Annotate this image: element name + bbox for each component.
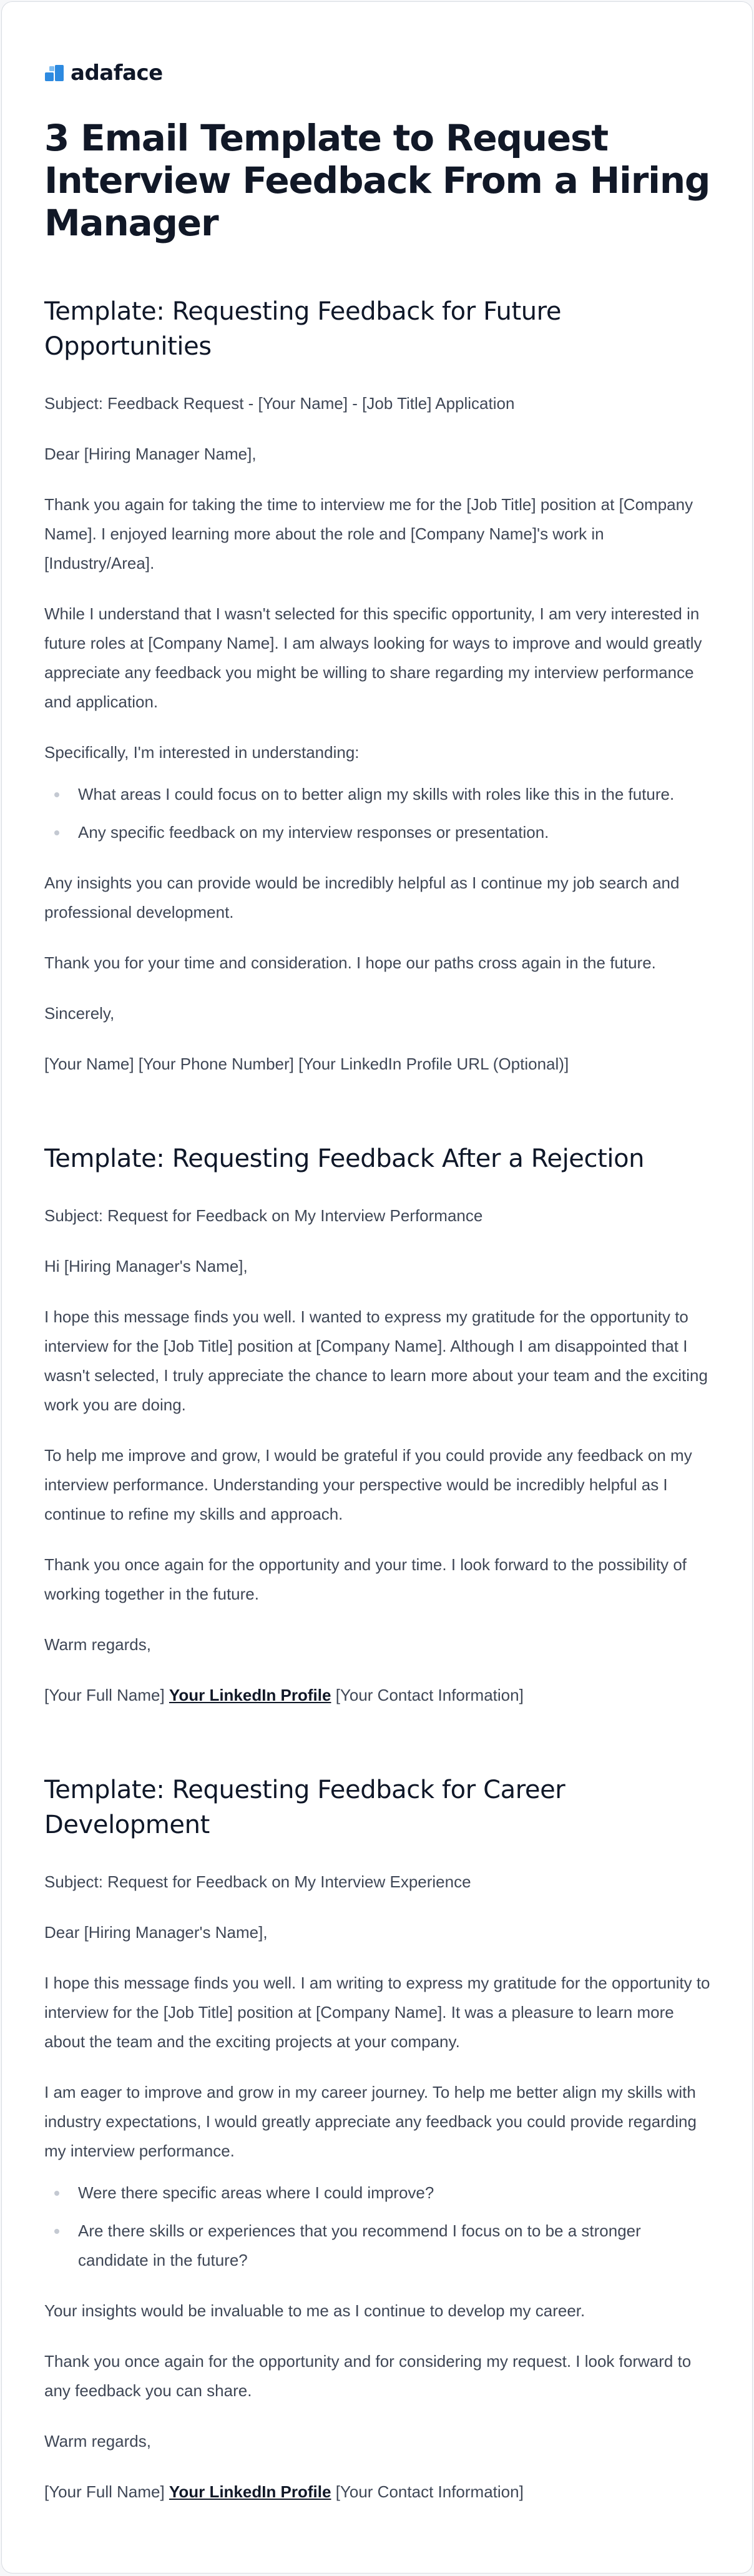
linkedin-profile-link[interactable]: Your LinkedIn Profile	[169, 2482, 331, 2501]
email-paragraph: Your insights would be invaluable to me as I continue to develop my career.	[44, 2301, 585, 2320]
bullet-list	[44, 2178, 713, 2275]
email-paragraph: Any insights you can provide would be incredibly helpful as I continue my job search and professional development.	[44, 873, 680, 922]
email-paragraph: Thank you once again for the opportunity and your time. I look forward to the possibility of working together in the future.	[44, 1555, 687, 1603]
email-paragraph: I hope this message finds you well. I am writing to express my gratitude for the opportunity to interview for the [Job Title] position at [Company Name]. It was a pleasure to learn more about the team and the exciting projects at your company.	[44, 1974, 710, 2051]
email-greeting: Dear [Hiring Manager Name],	[44, 445, 257, 463]
list-item-text: Are there skills or experiences that you recommend I focus on to be a stronger candidate in the future?	[78, 2221, 641, 2269]
brand-logo[interactable]	[44, 57, 713, 89]
list-item	[44, 2216, 713, 2275]
page-title: 3 Email Template to Request Interview Feedback From a Hiring Manager	[44, 117, 710, 244]
template-section-career-development	[44, 1772, 713, 2507]
linkedin-profile-link[interactable]: Your LinkedIn Profile	[169, 1686, 331, 1704]
bullet-icon	[54, 2229, 59, 2234]
email-closing: Warm regards,	[44, 1635, 151, 1654]
section-heading: Template: Requesting Feedback for Future Opportunities	[44, 297, 562, 361]
bullet-list	[44, 780, 713, 847]
list-item-text: Were there specific areas where I could improve?	[78, 2183, 434, 2202]
brand-name: adaface	[71, 61, 163, 86]
email-signature: [Your Name] [Your Phone Number] [Your LinkedIn Profile URL (Optional)]	[44, 1054, 569, 1073]
template-section-after-rejection	[44, 1141, 713, 1710]
email-paragraph: Specifically, I'm interested in understanding:	[44, 743, 360, 762]
list-item-text: Any specific feedback on my interview responses or presentation.	[78, 823, 549, 842]
email-closing: Warm regards,	[44, 2432, 151, 2451]
email-signature	[44, 2477, 713, 2507]
email-subject: Subject: Request for Feedback on My Interview Performance	[44, 1206, 483, 1225]
signature-contact: [Your Contact Information]	[335, 2482, 524, 2501]
email-paragraph: I am eager to improve and grow in my career journey. To help me better align my skills with industry expectations, I would greatly appreciate any feedback you could provide regarding my interview performance.	[44, 2083, 697, 2160]
signature-contact: [Your Contact Information]	[335, 1686, 524, 1704]
bullet-icon	[54, 792, 59, 797]
bullet-icon	[54, 830, 59, 835]
email-paragraph: Thank you again for taking the time to interview me for the [Job Title] position at [Company Name]. I enjoyed learning more about the role and [Company Name]'s work in [Industry/Area].	[44, 495, 693, 573]
email-greeting: Hi [Hiring Manager's Name],	[44, 1257, 248, 1276]
list-item-text: What areas I could focus on to better align my skills with roles like this in the future.	[78, 785, 675, 804]
list-item	[44, 2178, 713, 2208]
section-heading: Template: Requesting Feedback After a Rejection	[44, 1144, 645, 1173]
email-subject: Subject: Request for Feedback on My Interview Experience	[44, 1872, 471, 1891]
email-paragraph: Thank you once again for the opportunity and for considering my request. I look forward to any feedback you can share.	[44, 2352, 692, 2400]
article	[44, 57, 713, 2507]
email-paragraph: Thank you for your time and consideration. I hope our paths cross again in the future.	[44, 953, 656, 972]
list-item	[44, 818, 713, 847]
email-closing: Sincerely,	[44, 1004, 115, 1023]
signature-name: [Your Full Name]	[44, 2482, 165, 2501]
signature-name: [Your Full Name]	[44, 1686, 165, 1704]
section-heading: Template: Requesting Feedback for Career Development	[44, 1776, 566, 1839]
email-paragraph: While I understand that I wasn't selected for this specific opportunity, I am very interested in future roles at [Company Name]. I am always looking for ways to improve and would greatly appreciate any feedback you might be willing to share regarding my interview performance and application.	[44, 604, 702, 711]
template-section-future-opportunities	[44, 294, 713, 1079]
email-paragraph: I hope this message finds you well. I wanted to express my gratitude for the opportunity to interview for the [Job Title] position at [Company Name]. Although I am disappointed that I wasn't selected, I truly appreciate the chance to learn more about your team and the exciting work you are doing.	[44, 1307, 708, 1414]
adaface-logo-icon	[44, 62, 66, 84]
email-paragraph: To help me improve and grow, I would be grateful if you could provide any feedback on my interview performance. Understanding your perspective would be incredibly helpful as I continue to refine my skills and approach.	[44, 1446, 692, 1523]
email-signature	[44, 1681, 713, 1710]
list-item	[44, 780, 713, 809]
email-greeting: Dear [Hiring Manager's Name],	[44, 1923, 268, 1942]
email-subject: Subject: Feedback Request - [Your Name] - [Job Title] Application	[44, 394, 515, 413]
bullet-icon	[54, 2191, 59, 2196]
content-card	[1, 1, 753, 2574]
